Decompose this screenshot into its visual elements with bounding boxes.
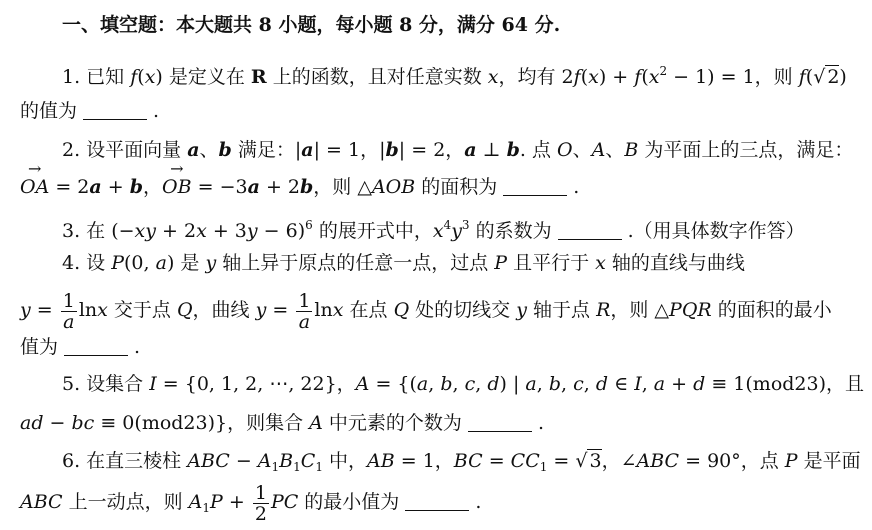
problem-5-line-1: 5. 设集合 I = {0, 1, 2, ⋯, 22}，A = {(a, b, c, d) | a, b, c, d ∈ I, a + d ≡ 1(mod23)，且 — [62, 373, 865, 395]
answer-blank — [83, 101, 147, 120]
problem-5-line-2: ad − bc ≡ 0(mod23)}，则集合 A 中元素的个数为 . — [20, 412, 544, 434]
answer-blank — [64, 337, 128, 356]
problem-4-line-3: 值为 . — [20, 336, 141, 358]
problem-4-line-1: 4. 设 P(0, a) 是 y 轴上异于原点的任意一点，过点 P 且平行于 x 轴的直线与曲线 — [62, 252, 745, 274]
section-header: 一、填空题：本大题共 8 小题，每小题 8 分，满分 64 分. — [62, 14, 561, 36]
problem-1-line-1: 1. 已知 f(x) 是定义在 R 上的函数，且对任意实数 x，均有 $2f(x) + f(x^2 - 1) = 1$，则 f(√ 2) — [62, 64, 847, 88]
answer-blank — [468, 413, 532, 432]
problem-4-line-2: y = $\frac{1}{a}$ lnx 交于点 Q，曲线 y = $\frac{1}{a}$ lnx 在点 Q 处的切线交 y 轴于点 R，则 △PQR 的面积的最小 — [20, 289, 832, 333]
problem-2-line-1: 2. 设平面向量 a、b 满足：|a| = 1，|b| = 2，a ⊥ b. 点 O、A、B 为平面上的三点，满足： — [62, 139, 854, 161]
problem-2-line-2: → OA = 2a + b，→ OB = −3a + 2b，则 △AOB 的面积为 . — [0, 174, 872, 200]
problem-6-line-1: 6. 在直三棱柱 ABC − $A_1B_1C_1$ 中，AB = 1，BC = $CC_1$ = √ 3，∠ABC = 90°，点 P 是平面 — [62, 450, 861, 474]
problem-6-line-2: ABC 上一动点，则 $A_1P$ + $\frac{1}{2}$ PC 的最小值为 . — [20, 481, 482, 525]
answer-blank — [558, 221, 622, 240]
problem-1-line-2: 的值为 . — [20, 100, 160, 122]
answer-blank — [503, 177, 567, 196]
problem-3-line-1: 3. 在 $(-xy + 2x + 3y - 6)^6$ 的展开式中，$x^4y^3$ 的系数为 .（用具体数字作答） — [62, 218, 805, 242]
answer-blank — [405, 492, 469, 511]
